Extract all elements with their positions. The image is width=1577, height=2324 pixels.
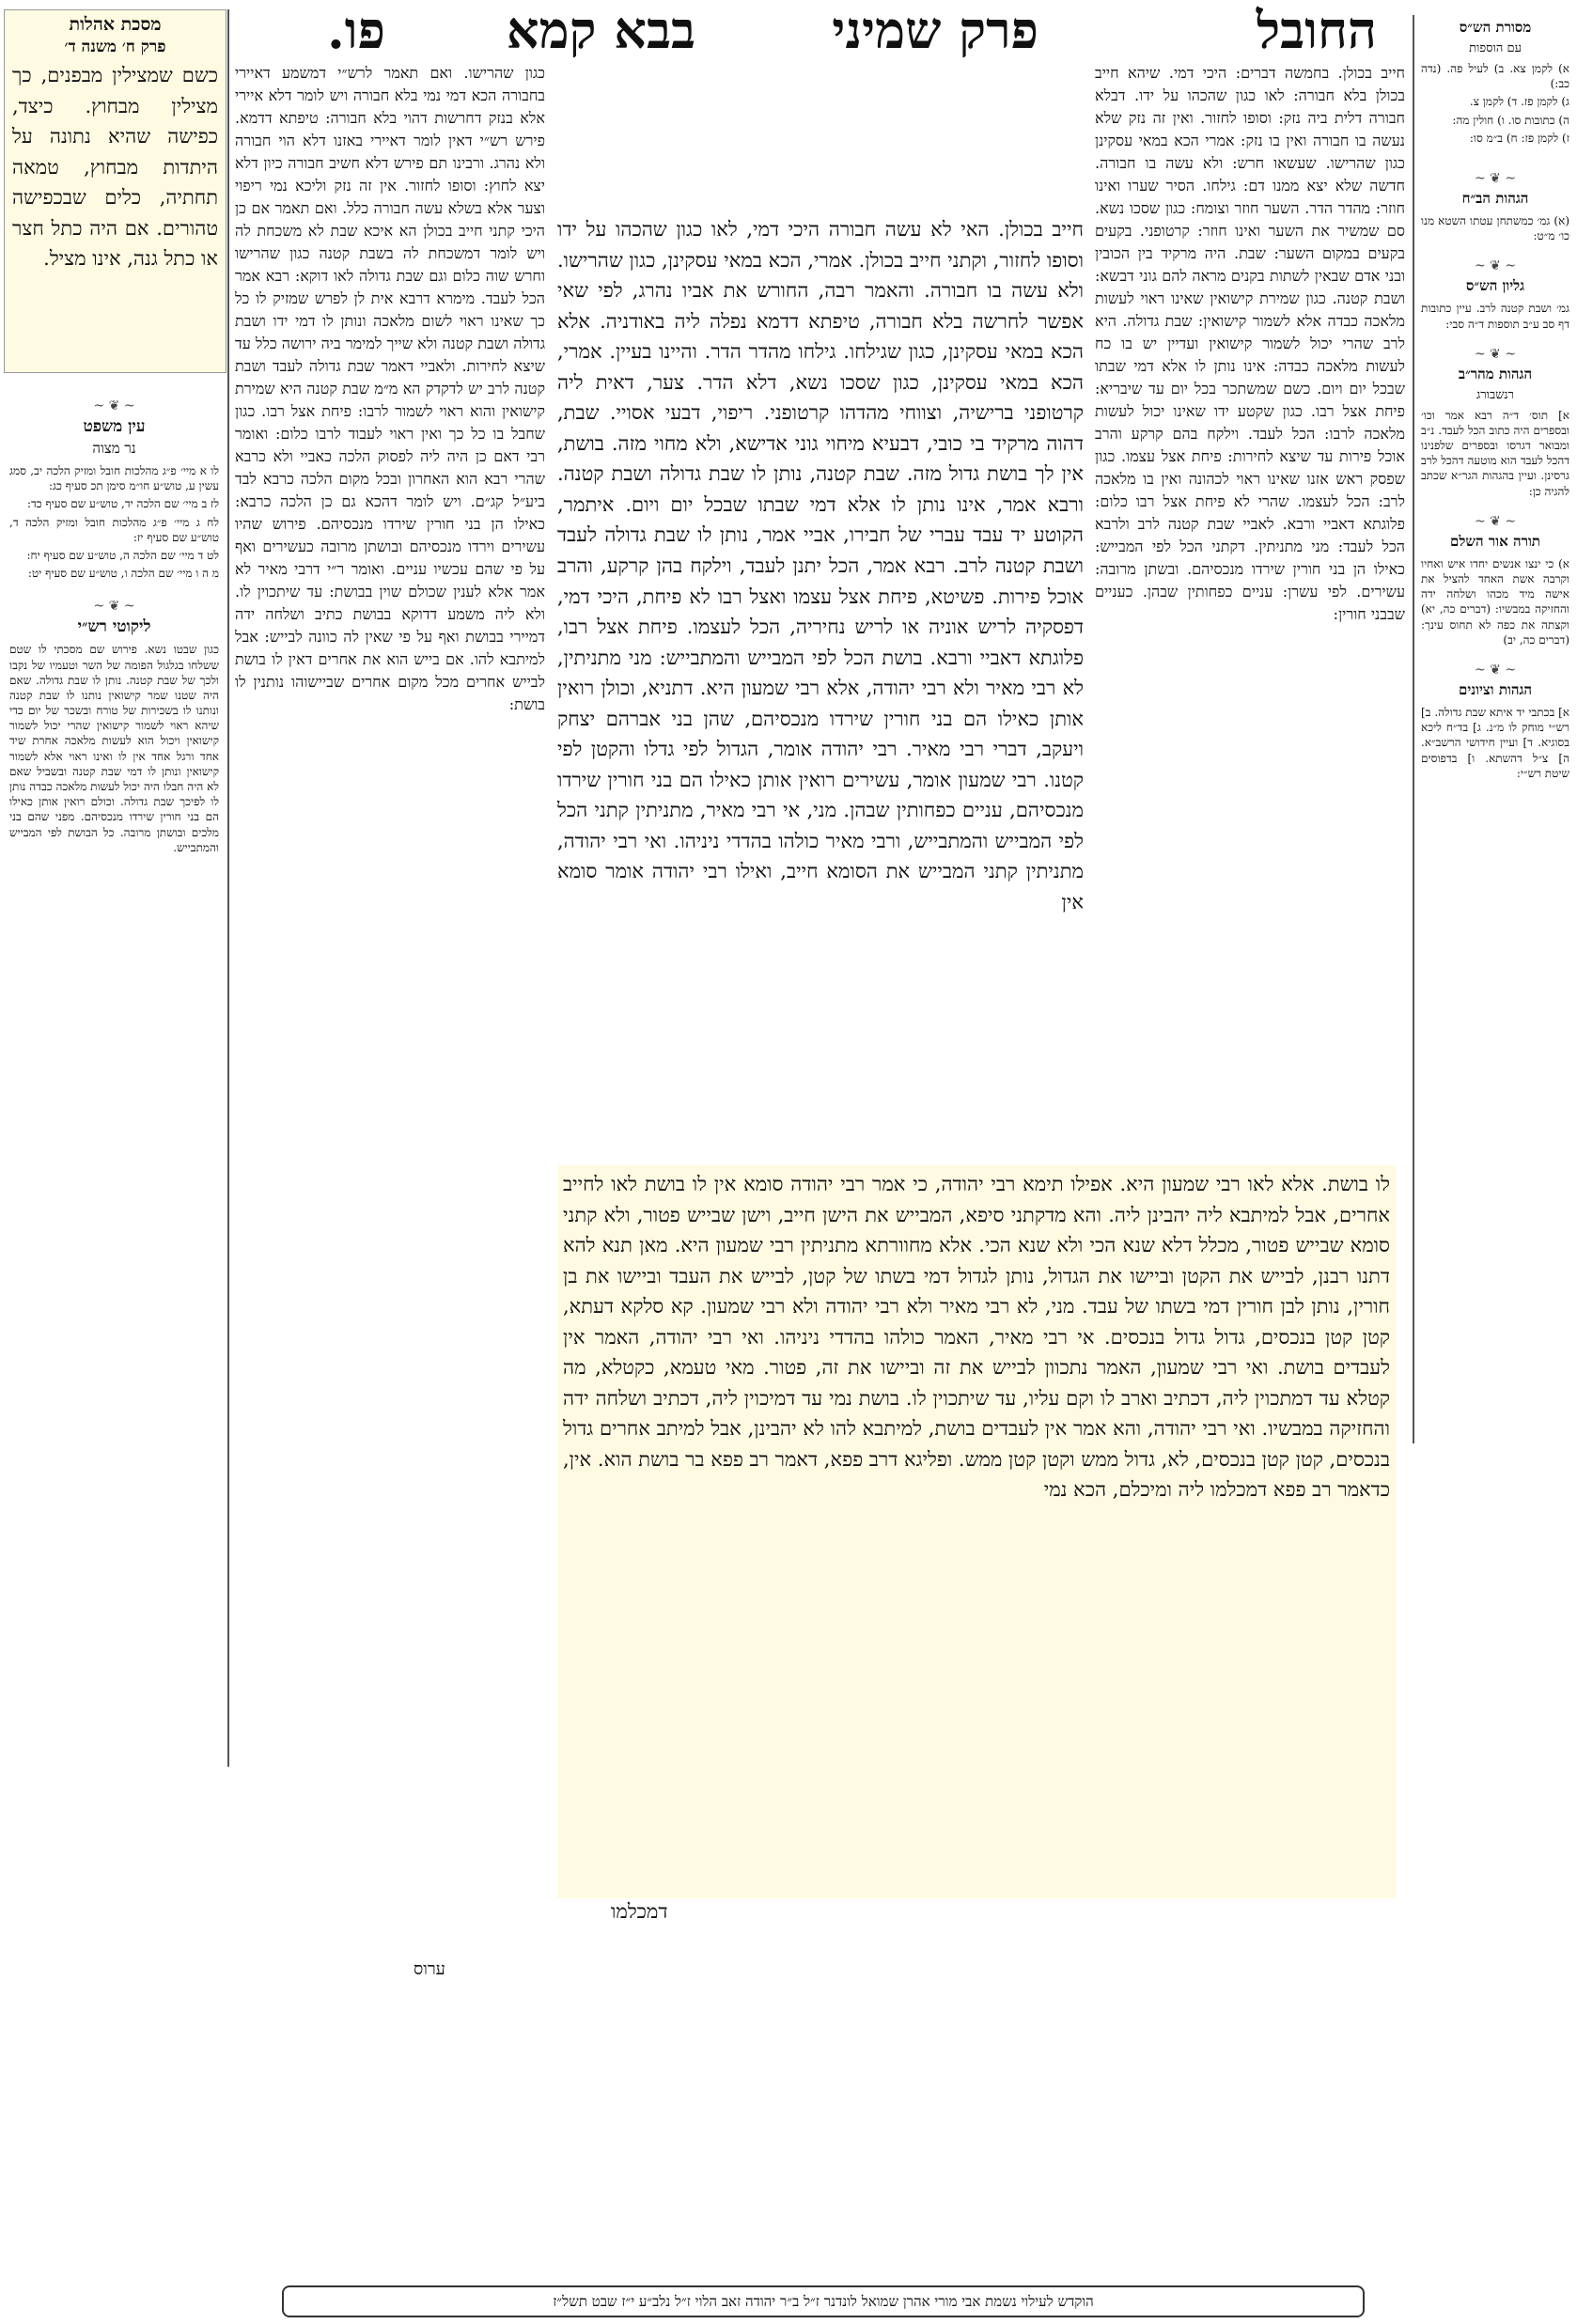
rashi-commentary bbox=[1095, 62, 1405, 1157]
end-mark: ערוס bbox=[414, 1959, 445, 1979]
gilyon-title: גליון הש״ס bbox=[1465, 277, 1525, 295]
ein-mishpat-entry: לח ג מיי׳ פ״ג מהלכות חובל ומזיק הלכה ד, טוש״ע שם סעיף יז: bbox=[9, 515, 219, 544]
ein-mishpat-subtitle: נר מצוה bbox=[92, 440, 136, 457]
top-left-mishnah-box bbox=[4, 9, 226, 373]
ein-mishpat-entry: לט ד מיי׳ שם הלכה ה, טוש״ע שם סעיף יח: bbox=[26, 548, 219, 562]
torah-or-title: תורה אור השלם bbox=[1450, 532, 1540, 550]
gemara-text-upper: חייב בכולן. האי לא עשה חבורה היכי דמי, לאו כגון שהכהו על ידו וסופו לחזור, וקתני חייב בכולן. אמרי, הכא במאי עסקינן, כגון שהרישו. ולא עשה בו חבורה. והאמר רבה, החורש את אביו נהרג, לפי שאי אפשר לחרשה בלא חבורה, טיפתא דדמא נפלה ליה באודניה. אלא הכא במאי עסקינן, כגון שגילחו. גילחו מהדר הדר. והיינו בעיין. אמרי, הכא במאי עסקינן, כגון שסכו נשא, דלא הדר. צער, דאית ליה קרטופני ברישיה, וצווחי מהדהו קרטופני. ריפוי, דבעי אסויי. שבת, דהוה מרקיד בי כובי, דבעיא מיחוי גוני אדישא, ולא מחוי מזה. בושת, אין לך בושת גדול מזה. שבת קטנה, נותן לו שבת גדולה ושבת קטנה. ורבא אמר, אינו נותן לו אלא דמי שבתו שבכל יום ויום. איתמר, הקוטע יד עבד עברי של חבירו, אביי אמר, נותן לו שבת גדולה לעבד ושבת קטנה לרב. רבא אמר, הכל יתנן לעבד, וילקח בהן קרקע, והרב אוכל פירות. פשיטא, פיחת אצל עצמו ואצל רבו לא פיחת, היכי דמי, דפסקיה לריש אוניה או לריש נחיריה, הכל לעצמו. פיחת אצל רבו, פלוגתא דאביי ורבא. בושת הכל לפי המבייש והמתבייש: מני מתניתין, לא רבי מאיר ולא רבי יהודה, אלא רבי שמעון היא. דתניא, וכולן רואין אותן כאילו הם בני חורין שירדו מנכסיהם, שהן בני אברהם יצחק ויעקב, דברי רבי מאיר. רבי יהודה אומר, הגדול לפי גדלו והקטן לפי קטנו. רבי שמעון אומר, עשירים רואין אותן כאילו הם בני חורין שירדו מנכסיהם, עניים כפחותין שבהן. מני, אי רבי מאיר, מתניתין קתני הכל לפי המבייש והמתבייש, ורבי מאיר כולהו בהדדי ניניהו. ואי רבי יהודה, מתניתין קתני המבייש את הסומא חייב, ואילו רבי יהודה אומר סומא אין bbox=[557, 218, 1084, 914]
mesoret-entry: א) לקמן צא. ב) לעיל פה. (נדה כב:) bbox=[1421, 62, 1569, 91]
chapter-name: החובל bbox=[1256, 0, 1377, 60]
ein-mishpat-entry: לז ב מיי׳ שם הלכה יד, טוש״ע שם סעיף כד: bbox=[26, 497, 219, 511]
tosafot-text: כגון שהרישו. ואם תאמר לרש״י דמשמע דאיירי בחבורה הכא דמי נמי בלא חבורה ויש לומר דלא איירי אלא בנזק דחרשות דהוי בלא חבורה: טיפתא דדמא. פירש רש״י דאין לומר דאיירי באזנו דלא הוי חבורה ולא נהרג. ורבינו תם פירש דלא חשיב חבורה כיון דלא יצא לחוץ: וסופו לחזור. אין זה נזק וליכא נמי ריפוי וצער אלא בשלא עשה חבורה כלל. ואם תאמר אם כן היכי קתני חייב בכולן הא איכא שבת לא משכחת לה ויש לומר דמשכחת לה בשבת קטנה כגון שהרישו וחרש שוה כלום וגם שבת גדולה לאו דוקא: רבא אמר הכל לעבד. מימרא דרבא אית לן לפרש שמזיק לו כל כך שאינו ראוי לשום מלאכה ונותן לו דמי ידו ושבת גדולה ושבת קטנה ולא שייך למימר ביה ירושה כלל עד שיצא לחירות. ולאביי דאמר שבת גדולה לעבד ושבת קטנה לרב יש לדקדק הא מ״מ שבת קטנה היא שמירת קישואין והוא ראוי לשמור לרבו: פיחת אצל רבו. כגון שחבל בו כל כך ואין ראוי לעבוד לרבו כלום: ואומר רבי דאם כן היה ליה לפסוק הלכה כאביי ולא כרבא שהרי רבא הוא האחרון ובכל מקום הלכה כרבא לבד ביע״ל קג״ם. ויש לומר דהכא גם כן הלכה כרבא: כאילו הן בני חורין שירדו מנכסיהם. פירוש שהיו עשירים וירדו מנכסיהם ובושתן מרובה כעשירים ואף על פי שהם עכשיו עניים. ואומר ר״י דרבי מאיר לא אמר אלא לענין שכולם שוין בבושת: עד שיתכוין לו. ולא ליה משמע דדוקא בבושת כתיב ושלחה ידה דמיירי בבושת ואף על פי שאין לה כוונה לבייש: אבל למיתבא להו. אם בייש הוא את אחרים דאין לו בושת לבייש אחרים מכל מקום אחרים שביישוהו נותנין לו בושת: bbox=[235, 64, 545, 713]
maharsha-title: הגהות מהר״ב bbox=[1458, 365, 1533, 382]
gemara-main-lower bbox=[557, 1165, 1396, 1898]
box-chapter-line: פרק ח׳ משנה ד׳ bbox=[64, 38, 166, 56]
gemara-main-upper bbox=[557, 214, 1084, 1154]
box-tractate: מסכת אהלות bbox=[69, 14, 162, 35]
hagahot-bach-title: הגהות הב״ח bbox=[1461, 189, 1529, 207]
ornament-divider: ~ ❦ ~ bbox=[1474, 346, 1517, 362]
maharsha-text: א] תוס׳ ד״ה רבא אמר וכו׳ ובספרים היה כתוב הכל לעבד. נ״ב ומבואר דגרסו ובספרים שלפנינו דהכל לעבד הוא מוטעה דהכל לרב גרסינן. ועיין בהגהות הגר״א שכתב להגיה כן: bbox=[1421, 408, 1569, 498]
gemara-end-word: דמכלמו bbox=[611, 1900, 668, 1923]
tosafot-commentary bbox=[235, 62, 545, 1951]
likutei-rashi-text: כגון שבטו נשא. פירוש שם מסכתי לו שטם ששלחו בגלגול הפומה של השר וטעמיו של נקבו ולכך של שבת קטנה. נותן לו שבת גדולה. שאם היה שטנו שמר קישואין נותנו לו שבת קטנה ונותנו לו בשכירות של טורח ובשכר של יום כדי שיהא ראוי לשמור קישואין שהרי יכול לשמור קישואין ויכול הוא לעשות מלאכה אחרת שיד אחד ורגל אחד אין לו ואינו ראוי אלא לשמור קישואין ונותן לו דמי שבת קטנה ובשביל שאם לא היה חבלו היה יכול לעשות מלאכה כבדה נותן לו לפיכך שבת גדולה. וכולם רואין אותן כאילו הם בני חורין שירדו מנכסיהם. מפני שהם בני מלכים ובושתן מרובה. כל הבושת לפי המבייש והמתבייש. bbox=[9, 643, 219, 854]
ornament-divider: ~ ❦ ~ bbox=[1474, 170, 1517, 186]
tziyunim-text: א] בכתבי יד איתא שבת גדולה. ב] רש״י מוחק לו מ״נ. ג] בד״ח ליכא בסוגיא. ד] ועיין חידושי הרשב״א. ה] צ״ל דהשתא. ו] בדפוסים שיטת רש״י: bbox=[1421, 705, 1569, 780]
ornament-divider: ~ ❦ ~ bbox=[1474, 258, 1517, 274]
ein-mishpat-entry: לו א מיי׳ פ״ג מהלכות חובל ומזיק הלכה יב, סמג עשין ע, טוש״ע חו״מ סימן תכ סעיף כג: bbox=[9, 464, 219, 493]
ein-mishpat-entry: מ ה ו מיי׳ שם הלכה ו, טוש״ע שם סעיף יט: bbox=[27, 567, 219, 581]
mesoret-subtitle: עם הוספות bbox=[1469, 41, 1522, 55]
footer-dedication-box bbox=[282, 2285, 1365, 2317]
left-sidebar bbox=[4, 395, 225, 1757]
rashi-text: חייב בכולן. בחמשה דברים: היכי דמי. שיהא חייב בכולן בלא חבורה: לאו כגון שהכהו על ידו. דבלא חבורה דלית ביה נזק: וסופו לחזור. ואין זה נזק שלא נעשה בו חבורה ואין בו נזק: אמרי הכא במאי עסקינן כגון שהרישו. שעשאו חרש: ולא עשה בו חבורה. חדשה שלא יצא ממנו דם: גילחו. הסיר שערו ואינו חוזר: מהדר הדר. השער חוזר וצומח: כגון שסכו נשא. סם שמשיר את השער ואינו חוזר: קרטופני. בקעים בקעים במקום השער: שבת. היה מרקיד בין הכובין ובני אדם שבאין לשתות בקנים מראה להם גוני דבשא: ושבת קטנה. כגון שמירת קישואין שאינו ראוי לעשות מלאכה כבדה אלא לשמור קישואין: שבת גדולה. היא לרב שהרי יכול לשמור קישואין ועדיין יש בו כח לעשות מלאכה כבדה: אינו נותן לו אלא דמי שבתו שבכל יום ויום. כשם שמשתכר בכל יום עד שיבריא: פיחת אצל רבו. כגון שקטע ידו שאינו יכול לעשות מלאכה לרבו: הכל לעבד. וילקח בהם קרקע והרב אוכל פירות עד שיצא לחירות: פיחת אצל עצמו. כגון שפסק ראש אזנו שאינו ראוי לכהונה ואין בו מלאכה לרב: הכל לעצמו. שהרי לא פיחת אצל רבו כלום: פלוגתא דאביי ורבא. לאביי שבת קטנה לרב ולרבא הכל לעבד: מני מתניתין. דקתני הכל לפי המבייש: כאילו הן בני חורין שירדו מנכסיהם. ובשתן מרובה: עשירים. לפי עשרן: עניים כפחותין שבהן. כעניים שבבני חורין: bbox=[1095, 64, 1405, 623]
gilyon-text: גמ׳ ושבת קטנה לרב. עיין כתובות דף סב ע״ב תוספות ד״ה סבי: bbox=[1421, 302, 1569, 331]
mesoret-title: מסורת הש״ס bbox=[1459, 19, 1532, 36]
maharsha-subtitle: רנשבורג bbox=[1476, 387, 1515, 402]
mesoret-entry: ז) לקמן פז: ח) ב״מ סו: bbox=[1469, 131, 1569, 145]
page-number: פו. bbox=[327, 0, 385, 60]
right-sidebar bbox=[1417, 15, 1573, 1425]
ornament-divider: ~ ❦ ~ bbox=[1474, 662, 1517, 678]
ein-mishpat-title: עין משפט bbox=[83, 417, 146, 436]
box-mishnah-text: כשם שמצילין מבפנים, כך מצילין מבחוץ. כיצד, כפישה שהיא נתונה על היתדות מבחוץ, טמאה תחתיה, כלים שבכפישה טהורים. אם היה כתל חצר או כתל גנה, אינו מציל. bbox=[12, 64, 218, 271]
likutei-rashi-title: ליקוטי רש״י bbox=[77, 617, 151, 637]
dedication-text: הוקדש לעילוי נשמת אבי מורי אהרן שמואל לונדנר ז״ל ב״ר יהודה זאב הלוי ז״ל נלב״ע י״ז שבט תשל״ז bbox=[553, 2293, 1094, 2310]
gemara-text-lower: לו בושת. אלא לאו רבי שמעון היא. אפילו תימא רבי יהודה, כי אמר רבי יהודה סומא אין לו בושת לאו לחייב אחרים, אבל למיתבא ליה יהבינן ליה. והא מדקתני סיפא, המבייש את הישן חייב, וישן שבייש פטור, ולא קתני סומא שבייש פטור, מכלל דלא שנא הכי ולא שנא הכי. אלא מחוורתא מתניתין רבי שמעון היא. מאן תנא להא דתנו רבנן, לבייש את הקטן וביישו את הגדול, נותן לגדול דמי בשתו של קטן, לבייש את העבד וביישו את בן חורין, נותן לבן חורין דמי בשתו של עבד. מני, לא רבי מאיר ולא רבי יהודה ולא רבי שמעון. קא סלקא דעתא, קטן קטן בנכסים, גדול גדול בנכסים. אי רבי מאיר, האמר כולהו בהדדי ניניהו. ואי רבי יהודה, האמר אין לעבדים בושת. ואי רבי שמעון, האמר נתכוון לבייש את זה וביישו את זה, פטור. מאי טעמא, כקטלא, מה קטלא עד דמתכוין ליה, דכתיב וארב לו וקם עליו, עד שיתכוין לו. בושת נמי עד דמיכוין ליה, דכתיב ושלחה ידה והחזיקה במבשיו. ואי רבי יהודה, והא אמר אין לעבדים בושת, למיתבא להו לא יהבינן, אבל למיתב אחרים גדול בנכסים, קטן קטן בנכסים, לא, גדול ממש וקטן קטן ממש. ופליגא דרב פפא, דאמר רב פפא בר בושת הוא. אין, כדאמר רב פפא דמכלמו ליה ומיכלם, הכא נמי bbox=[563, 1173, 1390, 1502]
ein-mishpat-list bbox=[4, 461, 225, 585]
mesoret-entry: ג) לקמן פז. ד) לקמן צ. bbox=[1469, 95, 1569, 109]
torah-or-text: א) כי ינצו אנשים יחדו איש ואחיו וקרבה אשת האחד להציל את אישה מיד מכהו ושלחה ידה והחזיקה במבשיו: (דברים כה, יא) וקצתה את כפה לא תחוס עינך: (דברים כה, יב) bbox=[1421, 556, 1569, 647]
mesoret-entry: ה) כתובות סו. ו) חולין מה: bbox=[1452, 113, 1569, 127]
header-title-line bbox=[235, 0, 1410, 60]
ornament-divider: ~ ❦ ~ bbox=[93, 398, 135, 413]
mesoret-list bbox=[1417, 59, 1573, 150]
tziyunim-title: הגהות וציונים bbox=[1458, 680, 1533, 698]
ornament-divider: ~ ❦ ~ bbox=[93, 599, 135, 615]
hagahot-bach-text: (א) גמ׳ כמשתחן עטתו השטא מנו כו׳ מ״ט: bbox=[1421, 213, 1569, 243]
column-rule-left bbox=[227, 9, 229, 1767]
tractate-title: בבא קמא bbox=[506, 0, 695, 60]
chapter-number: פרק שמיני bbox=[832, 0, 1038, 60]
ornament-divider: ~ ❦ ~ bbox=[1474, 513, 1517, 529]
page-header bbox=[0, 0, 1577, 60]
column-rule-right bbox=[1413, 15, 1414, 1443]
